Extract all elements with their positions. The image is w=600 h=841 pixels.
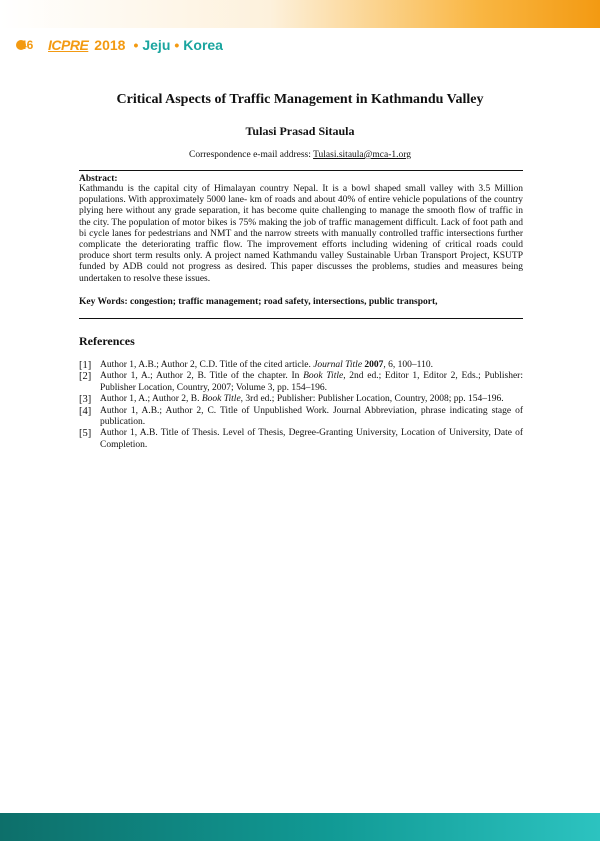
top-gradient-bar <box>0 0 600 28</box>
reference-item <box>79 406 523 429</box>
reference-text: Author 1, A.B. Title of Thesis. Level of Thesis, Degree-Granting University, Location of University, Date of Completion. <box>100 428 523 450</box>
email-link[interactable]: Tulasi.sitaula@mca-1.org <box>313 150 411 160</box>
conference-year: 2018 <box>94 37 126 53</box>
bottom-gradient-bar <box>0 813 600 841</box>
conference-city: Jeju <box>142 37 171 53</box>
reference-number: [1] <box>79 360 92 371</box>
header-separator: • <box>133 37 139 53</box>
reference-text: Author 1, A.B.; Author 2, C.D. Title of the cited article. Journal Title 2007, 6, 100–110. <box>100 360 433 370</box>
reference-number: [2] <box>79 371 92 383</box>
divider <box>79 318 523 319</box>
divider <box>79 170 523 171</box>
page-number: 46 <box>20 38 34 52</box>
abstract-text: Kathmandu is the capital city of Himalayan country Nepal. It is a bowl shaped small valley with 3.5 Million populations. With approximately 5000 lane- km of roads and about 40% of entire vehicle populations of the country plying here without any grade separation, it has become quite challenging to manage the smooth flow of traffic in the city. The population of motor bikes is 75% making the job of traffic management difficult. Lack of foot path and bi cycle lanes for pedestrians and NMT and the narrow streets with manually controlled traffic intersections further complicate the deteriorating traffic flow. The improvement efforts including widening of critical roads could produce short term results only. A project named Kathmandu valley Sustainable Urban Transport Project, KSUTP funded by ADB could not progress as desired. This paper discusses the problems, studies and measures being undertaken to resolve these issues. <box>79 184 523 284</box>
reference-item <box>79 360 523 371</box>
reference-number: [4] <box>79 405 92 417</box>
reference-text: Author 1, A.; Author 2, B. Book Title, 3rd ed.; Publisher: Publisher Location, Country, 2008; pp. 154–196. <box>100 394 504 405</box>
references-heading: References <box>79 334 135 348</box>
reference-number: [5] <box>79 428 92 440</box>
correspondence-line <box>0 150 600 160</box>
paper-author: Tulasi Prasad Sitaula <box>245 124 355 138</box>
conference-acronym: ICPRE <box>48 37 89 53</box>
keywords: Key Words: congestion; traffic management; road safety, intersections, public transport, <box>79 297 438 307</box>
abstract-label: Abstract: <box>79 174 118 184</box>
reference-item <box>79 428 523 451</box>
conference-logo-icon <box>14 35 48 55</box>
header-separator: • <box>174 37 180 53</box>
conference-country: Korea <box>183 37 223 53</box>
reference-item <box>79 371 523 394</box>
reference-number: [3] <box>79 394 92 406</box>
conference-header <box>14 34 223 56</box>
reference-text: Author 1, A.B.; Author 2, C. Title of Unpublished Work. Journal Abbreviation, phrase indicating stage of publication. <box>100 405 523 428</box>
paper-title: Critical Aspects of Traffic Management in Kathmandu Valley <box>116 92 484 107</box>
reference-item <box>79 394 523 405</box>
reference-text: Author 1, A.; Author 2, B. Title of the chapter. In Book Title, 2nd ed.; Editor 1, Editor 2, Eds.; Publisher: Publisher Location, Country, 2007; Volume 3, pp. 154–196. <box>100 371 523 393</box>
email-prefix: Correspondence e-mail address: <box>188 150 314 160</box>
reference-list <box>79 360 523 451</box>
